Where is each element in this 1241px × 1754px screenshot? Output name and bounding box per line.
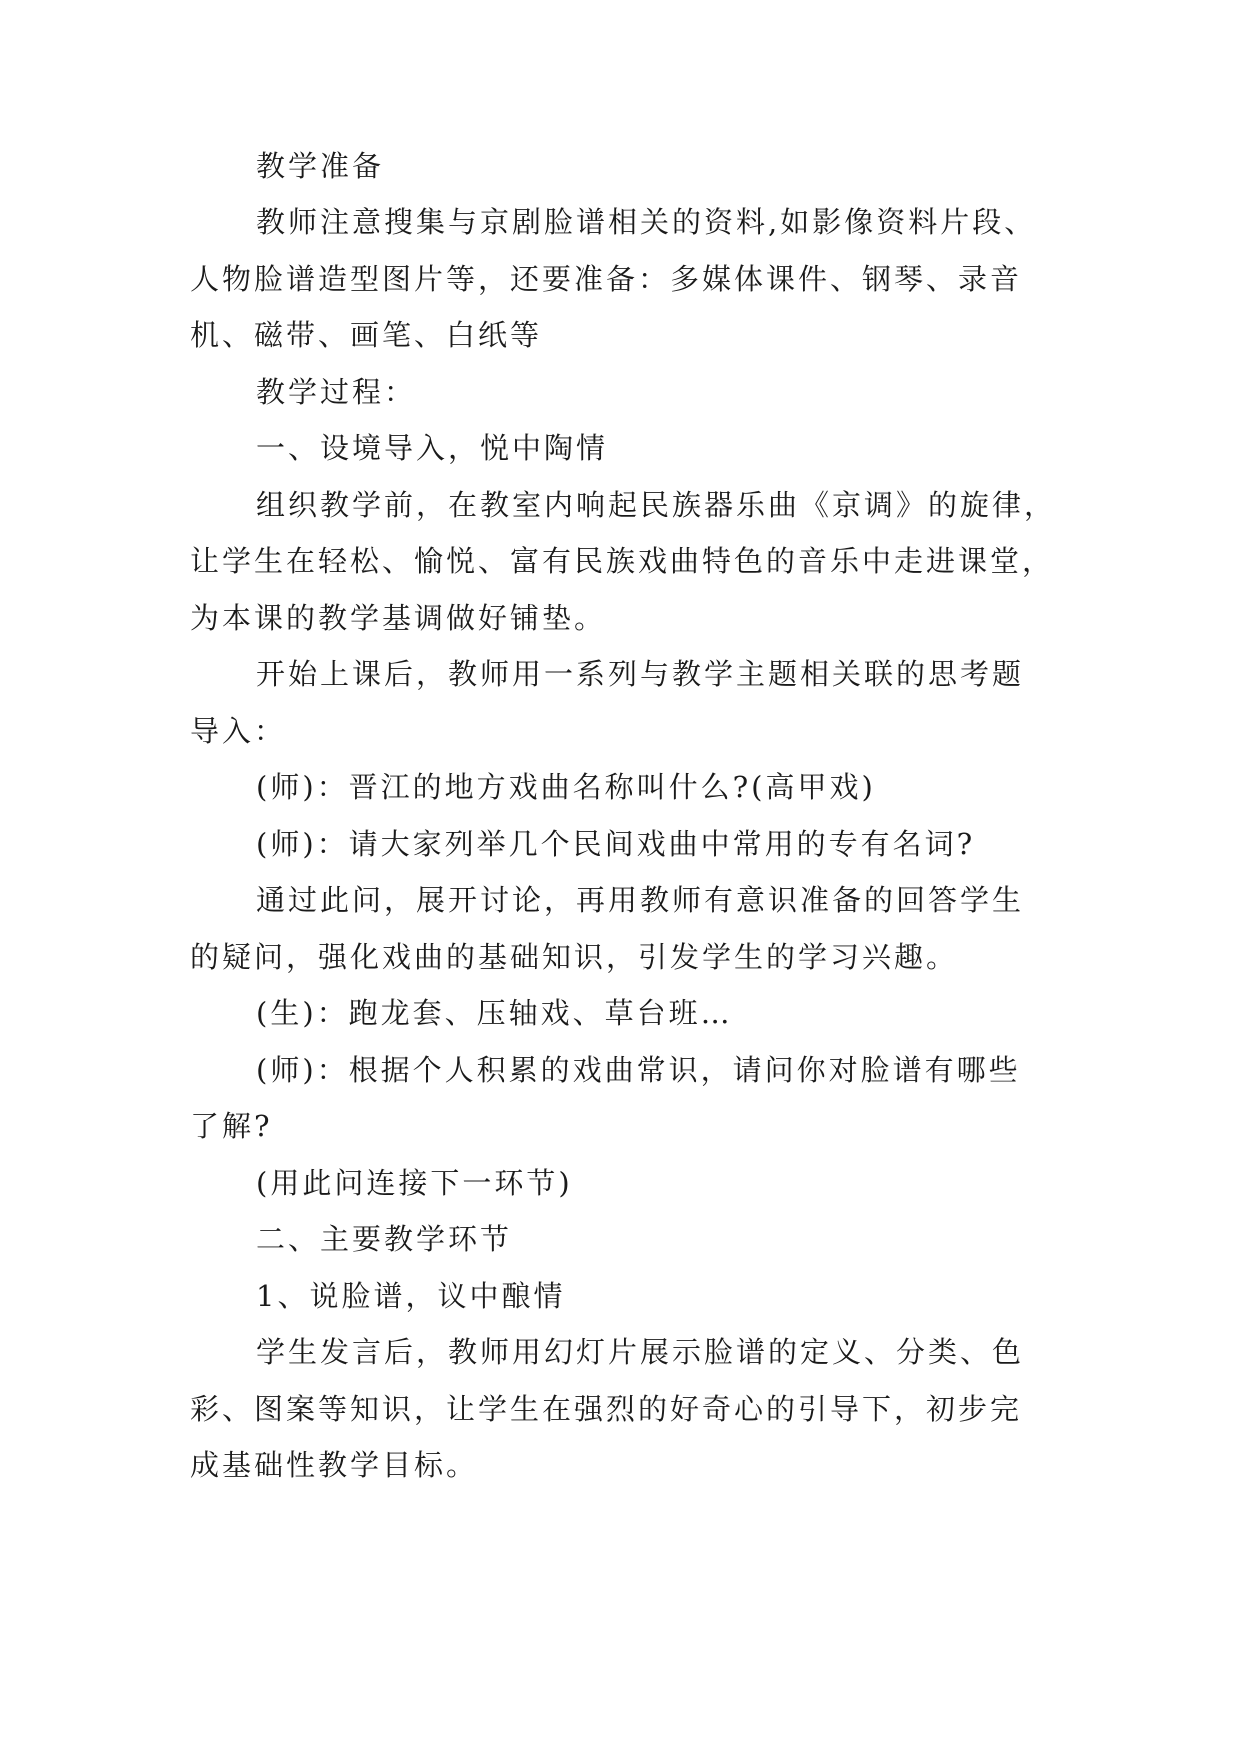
paragraph-line: 让学生在轻松、愉悦、富有民族戏曲特色的音乐中走进课堂， xyxy=(190,544,1055,578)
section-heading-main-steps: 二、主要教学环节 xyxy=(256,1222,513,1256)
paragraph-line: 教师注意搜集与京剧脸谱相关的资料,如影像资料片段、 xyxy=(256,205,1037,239)
section-heading-teaching-process: 教学过程： xyxy=(256,375,417,409)
paragraph-line: 彩、图案等知识，让学生在强烈的好奇心的引导下，初步完 xyxy=(190,1392,1023,1426)
paragraph-line: 了解? xyxy=(190,1109,273,1143)
paragraph-line: 人物脸谱造型图片等，还要准备：多媒体课件、钢琴、录音 xyxy=(190,262,1023,296)
paragraph-line: 机、磁带、画笔、白纸等 xyxy=(190,318,543,352)
paragraph-line: 成基础性教学目标。 xyxy=(190,1448,479,1482)
paragraph-line: 导入： xyxy=(190,714,287,748)
paragraph-line: 的疑问，强化戏曲的基础知识，引发学生的学习兴趣。 xyxy=(190,940,959,974)
paragraph-line: 学生发言后，教师用幻灯片展示脸谱的定义、分类、色 xyxy=(256,1335,1025,1369)
paragraph-line: 开始上课后，教师用一系列与教学主题相关联的思考题 xyxy=(256,657,1025,691)
subsection-heading: 1、说脸谱，议中酿情 xyxy=(256,1279,566,1313)
dialogue-line: (师)：晋江的地方戏曲名称叫什么?(高甲戏) xyxy=(256,770,876,804)
paragraph-line: 组织教学前，在教室内响起民族器乐曲《京调》的旋律， xyxy=(256,488,1057,522)
subsection-heading: 一、设境导入，悦中陶情 xyxy=(256,431,609,465)
paragraph-line: 通过此问，展开讨论，再用教师有意识准备的回答学生 xyxy=(256,883,1025,917)
dialogue-line: (师)：根据个人积累的戏曲常识，请问你对脸谱有哪些 xyxy=(256,1053,1021,1087)
section-heading-teaching-preparation: 教学准备 xyxy=(256,149,385,183)
paragraph-line: (用此问连接下一环节) xyxy=(256,1166,573,1200)
dialogue-line: (生)：跑龙套、压轴戏、草台班… xyxy=(256,996,733,1030)
dialogue-line: (师)：请大家列举几个民间戏曲中常用的专有名词? xyxy=(256,827,976,861)
paragraph-line: 为本课的教学基调做好铺垫。 xyxy=(190,601,607,635)
